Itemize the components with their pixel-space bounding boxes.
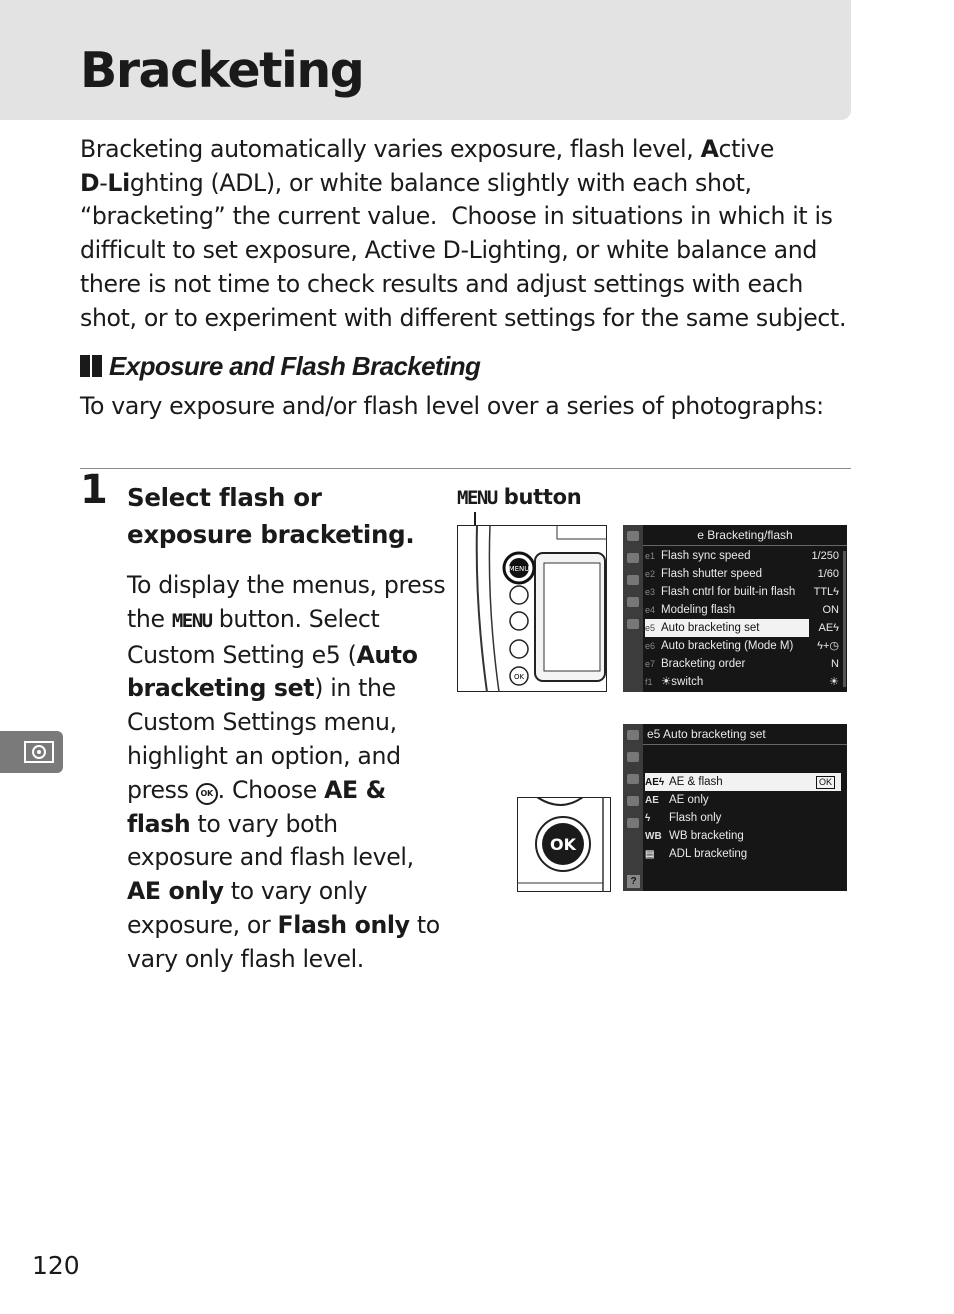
section-description: To vary exposure and/or flash level over a series of photographs: — [80, 392, 824, 420]
camera-mode-icon — [0, 731, 63, 773]
section-marker-icon — [80, 353, 104, 384]
lcd-row: e1 Flash sync speed 1/250 — [645, 550, 839, 562]
lcd-side-tabs — [623, 724, 643, 891]
menu-button-glyph: MENU — [171, 609, 212, 632]
lcd-row-selected: AEϟ AE & flash OK — [645, 773, 841, 791]
camera-menu-label: MENU — [508, 565, 530, 573]
lcd-header: e5 Auto bracketing set — [643, 724, 847, 745]
lcd-row: e3 Flash cntrl for built-in flash TTLϟ — [645, 586, 839, 598]
lcd-row: f1 ☀switch ☀ — [645, 676, 839, 688]
ok-button-glyph: OK — [196, 783, 218, 805]
section-heading: Exposure and Flash Bracketing — [80, 351, 480, 384]
lcd-row: e7 Bracketing order N — [645, 658, 839, 670]
lcd-row: AE AE only — [645, 794, 709, 806]
page-number: 120 — [32, 1251, 80, 1280]
step-number: 1 — [80, 467, 108, 513]
lcd-row: e2 Flash shutter speed 1/60 — [645, 568, 839, 580]
lcd-scrollbar — [843, 551, 846, 687]
ok-button-label: OK — [550, 835, 576, 854]
lcd-auto-bracketing-menu — [623, 724, 847, 891]
lcd-row-selected: e5 Auto bracketing set — [645, 619, 809, 637]
camera-ok-small-label: OK — [513, 673, 525, 681]
lcd-bracketing-flash-menu — [623, 525, 847, 692]
menu-button-caption: MENU button — [457, 485, 582, 509]
step-title: Select flash or exposure bracketing. — [127, 483, 415, 549]
chapter-tab — [0, 731, 63, 773]
lcd-row: WB WB bracketing — [645, 830, 744, 842]
divider — [80, 468, 851, 469]
lcd-row-value: AEϟ — [818, 622, 839, 634]
help-icon: ? — [627, 875, 640, 888]
camera-ok-button-illustration — [517, 797, 611, 892]
lcd-header: e Bracketing/flash — [643, 525, 847, 546]
page-title: Bracketing — [80, 42, 364, 99]
step-body: To display the menus, press the MENU button. Select Custom Setting e5 (Auto bracketing set) in the Custom Settings menu, highlight an option, and press OK . Choose AE & flash to vary both exposure and flash level, AE only to vary only exposure, or Flash only to vary only flash level. — [127, 571, 446, 973]
camera-back-illustration — [457, 525, 607, 692]
intro-paragraph: Bracketing automatically varies exposure, flash level, Active D-Lighting (ADL), or white balance slightly with each shot, “bracketing” the current value. Choose in situations in which it is difficult to set exposure, Active D-Lighting, or white balance and there is not time to check results and adjust settings with each shot, or to experiment with different settings for the same subject. — [80, 135, 847, 332]
lcd-side-tabs — [623, 525, 643, 692]
lcd-row: e6 Auto bracketing (Mode M) ϟ+◷ — [645, 640, 839, 652]
lcd-row: e4 Modeling flash ON — [645, 604, 839, 616]
lcd-row: ϟ Flash only — [645, 812, 722, 824]
lcd-row: ▤ ADL bracketing — [645, 848, 748, 860]
